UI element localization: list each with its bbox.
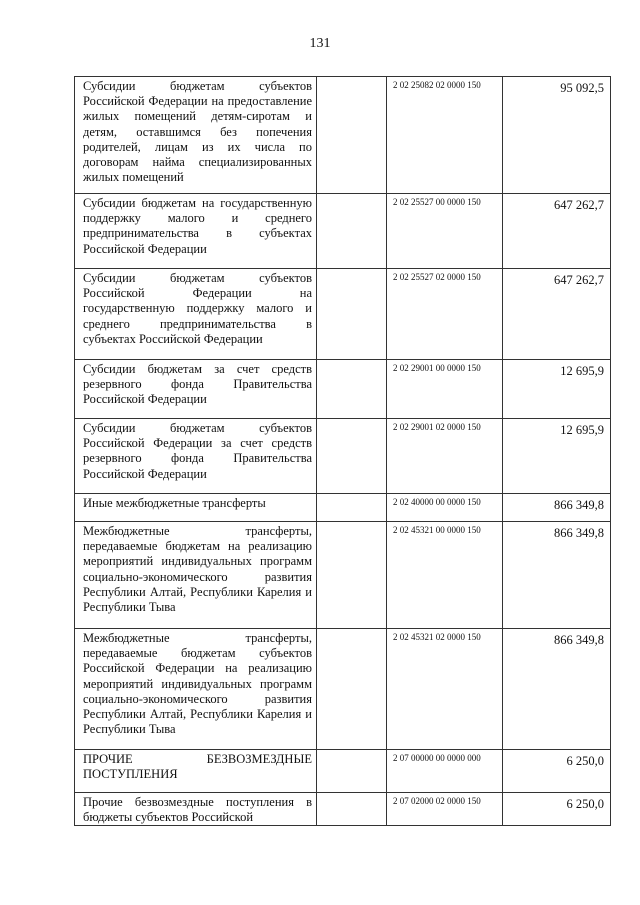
revenue-name: Субсидии бюджетам за счет средств резервного фонда Правительства Российской Федерации <box>83 362 312 407</box>
budget-code: 2 07 00000 00 0000 000 <box>393 753 481 763</box>
amount-cell <box>503 494 611 522</box>
amount-cell <box>503 793 611 826</box>
empty-cell <box>317 494 387 522</box>
revenue-name-cell <box>75 77 317 194</box>
amount-cell <box>503 194 611 269</box>
revenue-name: Межбюджетные трансферты, передаваемые бюджетам на реализацию мероприятий индивидуальных программ социально-экономического развития Республики Алтай, Республики Карелия и Республики Тыва <box>83 524 312 615</box>
revenue-name: Прочие безвозмездные поступления в бюджеты субъектов Российской <box>83 795 312 825</box>
revenue-name: Иные межбюджетные трансферты <box>83 496 266 510</box>
amount: 866 349,8 <box>554 633 604 647</box>
amount-cell <box>503 77 611 194</box>
amount: 866 349,8 <box>554 526 604 540</box>
budget-code-cell <box>387 750 503 793</box>
budget-code: 2 02 45321 00 0000 150 <box>393 525 481 535</box>
revenue-name-cell <box>75 793 317 826</box>
revenue-name: Субсидии бюджетам субъектов Российской Федерации за счет средств резервного фонда Правительства Российской Федерации <box>83 421 312 481</box>
amount-cell <box>503 419 611 494</box>
empty-cell <box>317 522 387 629</box>
revenue-name-cell <box>75 360 317 419</box>
budget-code: 2 02 25082 02 0000 150 <box>393 80 481 90</box>
amount-cell <box>503 629 611 750</box>
amount-cell <box>503 360 611 419</box>
table-row <box>75 419 611 494</box>
budget-code-cell <box>387 360 503 419</box>
table-row <box>75 793 611 826</box>
budget-code-cell <box>387 494 503 522</box>
revenue-name: ПРОЧИЕ БЕЗВОЗМЕЗДНЫЕ ПОСТУПЛЕНИЯ <box>83 752 312 782</box>
budget-code-cell <box>387 793 503 826</box>
empty-cell <box>317 419 387 494</box>
amount: 866 349,8 <box>554 498 604 512</box>
budget-code: 2 07 02000 02 0000 150 <box>393 796 481 806</box>
empty-cell <box>317 360 387 419</box>
empty-cell <box>317 269 387 360</box>
amount-cell <box>503 522 611 629</box>
budget-code: 2 02 29001 00 0000 150 <box>393 363 481 373</box>
empty-cell <box>317 77 387 194</box>
budget-code-cell <box>387 269 503 360</box>
table-row <box>75 77 611 194</box>
amount: 12 695,9 <box>560 423 604 437</box>
budget-code: 2 02 40000 00 0000 150 <box>393 497 481 507</box>
page-number: 131 <box>309 36 331 51</box>
empty-cell <box>317 194 387 269</box>
budget-code-cell <box>387 522 503 629</box>
budget-code: 2 02 45321 02 0000 150 <box>393 632 481 642</box>
table-row <box>75 494 611 522</box>
budget-code: 2 02 25527 00 0000 150 <box>393 197 481 207</box>
budget-code-cell <box>387 194 503 269</box>
table-row <box>75 522 611 629</box>
amount: 647 262,7 <box>554 273 604 287</box>
amount: 647 262,7 <box>554 198 604 212</box>
empty-cell <box>317 629 387 750</box>
revenue-name: Субсидии бюджетам субъектов Российской Федерации на предоставление жилых помещений детям-сиротам и детям, оставшимся без попечения родителей, лицам из их числа по договорам найма специализированных жилых помещений <box>83 79 312 185</box>
revenue-name-cell <box>75 269 317 360</box>
budget-code-cell <box>387 419 503 494</box>
empty-cell <box>317 750 387 793</box>
revenue-table <box>74 76 611 826</box>
budget-code: 2 02 25527 02 0000 150 <box>393 272 481 282</box>
amount: 12 695,9 <box>560 364 604 378</box>
revenue-name-cell <box>75 419 317 494</box>
revenue-name: Межбюджетные трансферты, передаваемые бюджетам субъектов Российской Федерации на реализацию мероприятий индивидуальных программ социально-экономического развития Республики Алтай, Республики Карелия и Республики Тыва <box>83 631 312 737</box>
amount: 6 250,0 <box>566 754 604 768</box>
table-row <box>75 750 611 793</box>
budget-code-cell <box>387 77 503 194</box>
amount-cell <box>503 269 611 360</box>
revenue-name-cell <box>75 194 317 269</box>
table-row <box>75 194 611 269</box>
budget-code-cell <box>387 629 503 750</box>
table-row <box>75 629 611 750</box>
revenue-name: Субсидии бюджетам субъектов Российской Федерации на государственную поддержку малого и среднего предпринимательства в субъектах Российской Федерации <box>83 271 312 346</box>
table-row <box>75 269 611 360</box>
revenue-name-cell <box>75 629 317 750</box>
amount: 6 250,0 <box>566 797 604 811</box>
amount: 95 092,5 <box>560 81 604 95</box>
revenue-name-cell <box>75 750 317 793</box>
table-row <box>75 360 611 419</box>
amount-cell <box>503 750 611 793</box>
revenue-name-cell <box>75 494 317 522</box>
budget-code: 2 02 29001 02 0000 150 <box>393 422 481 432</box>
empty-cell <box>317 793 387 826</box>
revenue-name-cell <box>75 522 317 629</box>
revenue-name: Субсидии бюджетам на государственную поддержку малого и среднего предпринимательства в субъектах Российской Федерации <box>83 196 312 256</box>
